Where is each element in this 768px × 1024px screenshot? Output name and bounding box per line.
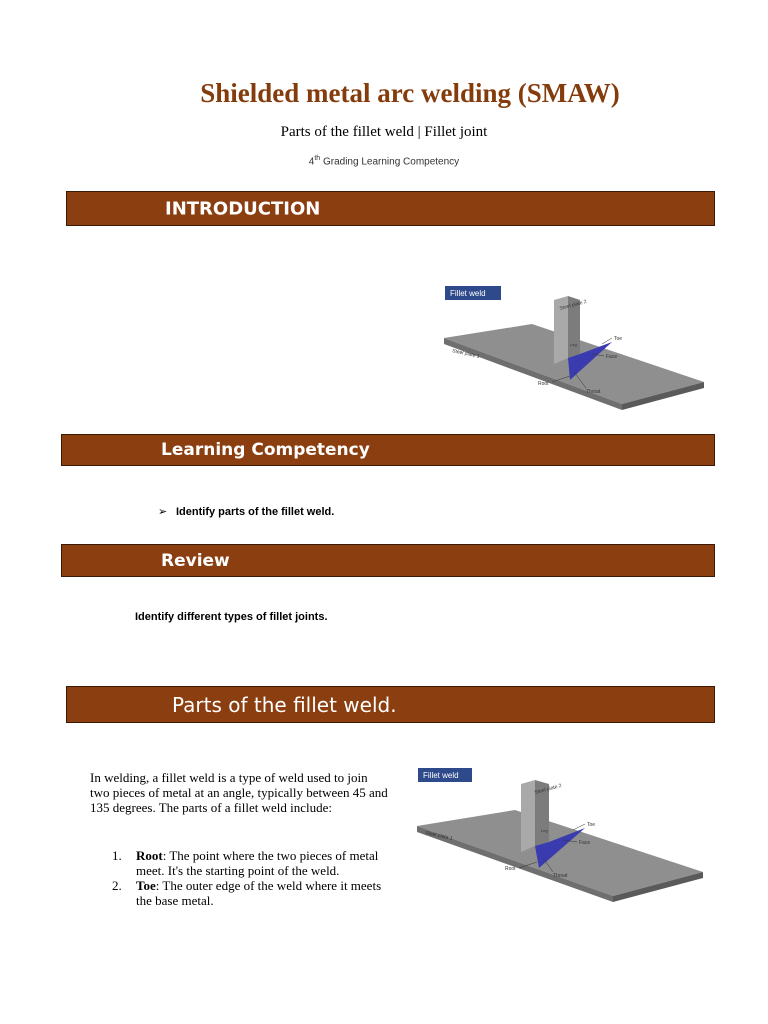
competency-bullet [158,505,334,518]
section-heading-competency: Learning Competency [161,440,370,460]
list-item-term: Toe [136,878,156,893]
grading-text: Grading Learning Competency [320,156,460,168]
throat-label-2: Throat [553,873,568,879]
fillet-weld-diagram-2 [415,762,703,902]
plate2-label: Steel plate 2 [558,298,588,312]
section-heading-parts: Parts of the fillet weld. [172,692,397,717]
list-item [112,848,392,878]
throat-label: Throat [586,389,601,395]
list-item-term: Root [136,848,163,863]
parts-intro-paragraph: In welding, a fillet weld is a type of weld used to join two pieces of metal at an angle, typically between 45 and 135 degrees. The parts of a fillet weld include: [90,770,388,815]
plate1-label: Steel plate 1 [451,348,481,360]
fillet-weld-svg [442,280,704,412]
list-item-desc: : The outer edge of the weld where it meets the base metal. [136,878,382,908]
grading-line [0,155,768,167]
section-bar-parts [66,686,715,723]
section-bar-introduction [66,191,715,226]
fillet-weld-diagram [442,280,704,412]
competency-item-text: Identify parts of the fillet weld. [176,506,335,518]
plate1-label-2: Steel plate 1 [424,830,454,842]
review-text: Identify different types of fillet joints. [135,611,328,623]
page-subtitle: Parts of the fillet weld | Fillet joint [280,124,488,140]
root-label-2: Root [505,866,516,872]
parts-list [112,848,392,908]
grading-num: 4 [308,156,315,168]
list-item [112,878,392,908]
section-bar-competency [61,434,715,466]
section-heading-review: Review [161,550,230,571]
face-label-2: Face [579,840,591,846]
diagram-label-2: Fillet weld [423,771,459,780]
diagram-label: Fillet weld [450,289,486,298]
arrow-bullet-icon: ➢ [158,506,168,518]
list-item-number: 1. [112,848,122,863]
page-title: Shielded metal arc welding (SMAW) [200,78,620,108]
list-item-number: 2. [112,878,122,893]
face-label: Face [606,354,618,360]
toe-label-2: Toe [587,822,596,828]
toe-label: Toe [614,336,623,342]
list-item-desc: : The point where the two pieces of metal meet. It's the starting point of the weld. [136,848,379,878]
root-label: Root [538,381,549,387]
fillet-weld-svg-2 [415,762,703,902]
plate2-label-2: Steel plate 2 [533,782,563,796]
leg-label: Leg [570,342,577,347]
grading-sup: th [314,155,321,162]
section-bar-review [61,544,715,577]
section-heading-introduction: INTRODUCTION [165,198,321,219]
leg-label-2: Leg [541,828,548,833]
